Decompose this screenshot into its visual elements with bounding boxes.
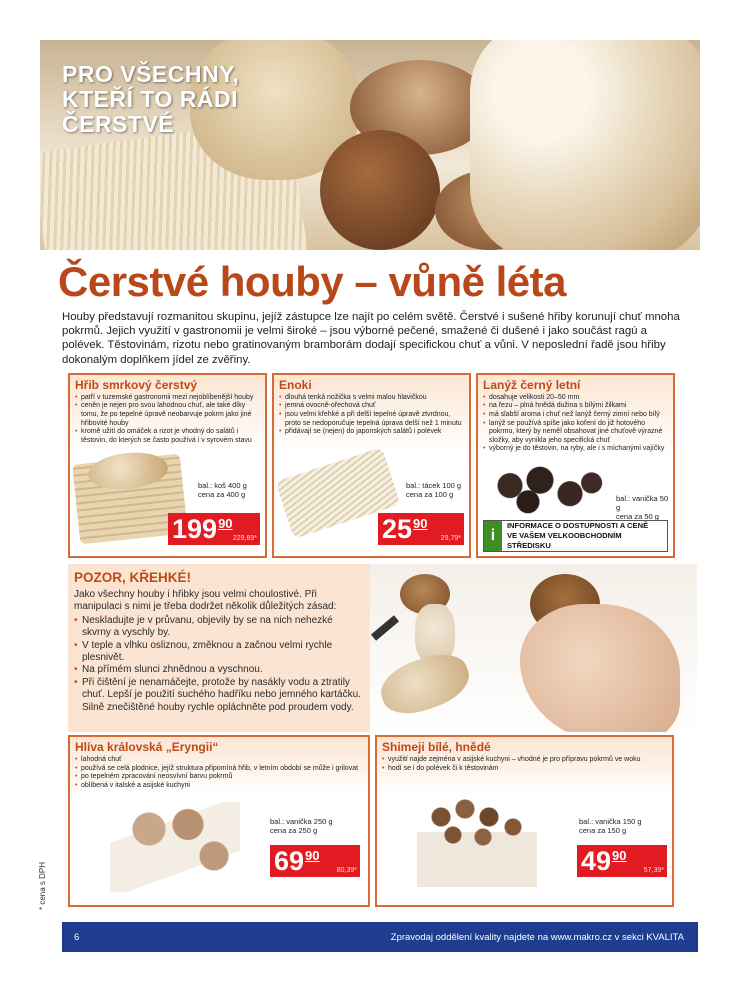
- page-headline: Čerstvé houby – vůně léta: [58, 258, 567, 305]
- price-main: 49: [581, 845, 612, 876]
- warning-title: POZOR, KŘEHKÉ!: [74, 569, 192, 585]
- mushroom-photo: [374, 645, 476, 723]
- pack-size: bal.: koš 400 g: [198, 480, 247, 490]
- warning-lead: Jako všechny houby i hřibky jsou velmi choulostivé. Při manipulaci s nimi je třeba dodržet několik důležitých zásad:: [74, 588, 337, 613]
- pack-info: [616, 494, 673, 521]
- card-body: [478, 456, 673, 556]
- bullet: • lahodná chuť: [75, 756, 363, 765]
- product-card-enoki: [272, 373, 471, 558]
- pack-info: [406, 481, 461, 499]
- pack-price-unit: cena za 250 g: [270, 825, 318, 835]
- bullet: • lanýž se používá spíše jako koření do již hotového pokrmu, který by neměl obsahovat jiné chuťově výrazné složky, aby vynikla jeho specifická chuť: [483, 420, 668, 446]
- product-card-truffle: [476, 373, 675, 558]
- warning-item: • Neskladujte je v průvanu, objevily by se na nich nehezké skvrny a vyschly by.: [74, 615, 364, 640]
- card-body: [70, 797, 368, 901]
- product-card-shimeji: [375, 735, 674, 907]
- pack-size: bal.: tácek 100 g: [406, 480, 462, 490]
- pack-price-unit: cena za 100 g: [406, 489, 454, 499]
- footer-bar: [62, 922, 698, 952]
- product-bullets: [382, 756, 667, 773]
- card-body: [377, 797, 672, 901]
- page-number: 6: [74, 931, 80, 943]
- eryngii-photo: [110, 802, 240, 892]
- product-card-hrib: [68, 373, 267, 558]
- price-main: 199: [172, 513, 218, 544]
- hand-photo: [520, 604, 680, 732]
- bullet: • po tepelném zpracování neosvívní barvu pokrmů: [75, 773, 363, 782]
- bullet: • jemná ovocně-ořechová chuť: [279, 402, 464, 411]
- shimeji-cluster-photo: [470, 40, 700, 250]
- bullet: • přidávají se (nejen) do japonských salátů i polévek: [279, 428, 464, 437]
- info-text: [502, 521, 667, 551]
- porcini-photo: [86, 449, 169, 493]
- bullet: • jsou velmi křehké a při delší tepelné úpravě ztvrdnou, proto se nedoporučuje tepelná úprava delší než 1 minutu: [279, 411, 464, 428]
- info-icon: i: [484, 521, 502, 551]
- product-name: Hřib smrkový čerstvý: [75, 377, 198, 392]
- card-header: [478, 375, 673, 456]
- bullet: • kromě užití do omáček a rizot je vhodný do salátů i těstovin, do kterých se často používá i v syrovém stavu: [75, 428, 260, 445]
- cleaning-mushrooms-photo: [370, 564, 697, 732]
- price-with-vat: 57,39*: [643, 866, 664, 874]
- warning-item: • Při čištění je nenamáčejte, protože by nasákly vodu a ztratily chuť. Lepší je použití suchého hadříku nebo jemného kartáčku. Silně znečištěné houby rychle opláchněte pod proudem vody.: [74, 677, 364, 714]
- product-bullets: [75, 756, 363, 790]
- price-decimal: 90: [413, 515, 428, 531]
- knife-photo: [371, 615, 399, 640]
- warning-list: [74, 615, 364, 714]
- price-with-vat: 229,89*: [232, 534, 257, 542]
- product-bullets: [483, 394, 668, 454]
- price-decimal: 90: [305, 847, 320, 863]
- vat-note: * cena s DPH: [38, 861, 47, 910]
- card-header: [377, 737, 672, 797]
- warning-box: [68, 564, 370, 732]
- page: [40, 40, 700, 907]
- pack-info: [579, 817, 642, 835]
- price-with-vat: 80,39*: [336, 866, 357, 874]
- info-line: INFORMACE O DOSTUPNOSTI A CENĚ: [506, 520, 649, 530]
- warning-section: [68, 564, 697, 732]
- bullet: • má slabší aroma i chuť než lanýž černý zimní nebo bílý: [483, 411, 668, 420]
- product-card-eryngii: [68, 735, 370, 907]
- card-header: [274, 375, 469, 453]
- product-bullets: [75, 394, 260, 446]
- bullet: • na řezu – plná hnědá dužina s bílými žilkami: [483, 402, 668, 411]
- price-tag: [168, 513, 260, 545]
- card-body: [274, 453, 469, 553]
- hero-title: [62, 62, 239, 137]
- pack-size: bal.: vanička 250 g: [270, 816, 333, 826]
- price-tag: [378, 513, 464, 545]
- truffles-photo: [486, 464, 606, 518]
- product-name: Shimeji bílé, hnědé: [382, 739, 491, 754]
- info-line: VE VAŠEM VELKOOBCHODNÍM STŘEDISKU: [506, 530, 622, 550]
- card-body: [70, 453, 265, 553]
- bullet: • hodí se i do polévek či k těstovinám: [382, 765, 667, 774]
- pack-size: bal.: vanička 150 g: [579, 816, 642, 826]
- price-decimal: 90: [612, 847, 627, 863]
- hero-title-line: PRO VŠECHNY,: [62, 61, 240, 87]
- price-tag: [577, 845, 667, 877]
- pack-price-unit: cena za 150 g: [579, 825, 627, 835]
- pack-info: [198, 481, 247, 499]
- price-decimal: 90: [218, 515, 233, 531]
- price-with-vat: 29,79*: [440, 534, 461, 542]
- pack-info: [270, 817, 333, 835]
- price-main: 25: [382, 513, 413, 544]
- warning-item: • V teple a vlhku osliznou, změknou a začnou velmi rychle plesnivět.: [74, 640, 364, 665]
- hero-title-line: KTEŘÍ TO RÁDI: [62, 86, 239, 112]
- bullet: • patří v tuzemské gastronomii mezi nejoblíbenější houby: [75, 394, 260, 403]
- bullet: • používá se celá plodnice, jejíž struktura připomíná hřib, v letním období se může i grilovat: [75, 765, 363, 774]
- brown-mushroom-photo: [320, 130, 440, 250]
- card-header: [70, 375, 265, 453]
- product-name: Lanýž černý letní: [483, 377, 581, 392]
- intro-paragraph: Houby představují rozmanitou skupinu, jejíž zástupce lze najít po celém světě. Čerstvé i sušené hřiby korunují chuť mnoha pokrmů. Jejich využití v gastronomii je velmi široké – jsou výborné pečené, smažené či dušené i jako součást ragú a polévek. Těstovinám, rizotu nebo gratinovaným bramborám dodají specifickou chuť a vůni. V neposlední řadě jsou hřiby dokonalým doplňkem jídel ze zvěřiny.: [62, 311, 680, 366]
- shimeji-photo: [417, 797, 537, 897]
- bullet: • dlouhá tenká nožička s velmi malou hlavičkou: [279, 394, 464, 403]
- hero-banner: [40, 40, 700, 250]
- product-name: Hlíva královská „Eryngii“: [75, 739, 219, 754]
- product-name: Enoki: [279, 377, 312, 392]
- pack-price-unit: cena za 400 g: [198, 489, 246, 499]
- price-main: 69: [274, 845, 305, 876]
- hero-title-line: ČERSTVÉ: [62, 111, 175, 137]
- price-tag: [270, 845, 360, 877]
- card-header: [70, 737, 368, 797]
- products-row: [40, 373, 700, 558]
- bullet: • ceněn je nejen pro svou lahodnou chuť, ale také díky tomu, že po tepelné úpravě neobarvuje pokrm jako jiné hřibovité houby: [75, 402, 260, 428]
- pack-size: bal.: vanička 50 g: [616, 493, 669, 512]
- bullet: • dosahuje velikosti 20–50 mm: [483, 394, 668, 403]
- bullet: • využití najde zejména v asijské kuchyni – vhodné je pro přípravu pokrmů ve woku: [382, 756, 667, 765]
- availability-info-box: [483, 520, 668, 552]
- bullet: • oblíbená v italské a asijské kuchyni: [75, 782, 363, 791]
- footer-link-text[interactable]: Zpravodaj oddělení kvality najdete na www.makro.cz v sekci KVALITA: [390, 931, 684, 943]
- product-bullets: [279, 394, 464, 437]
- products-row-2: [40, 732, 700, 907]
- bullet: • výborný je do těstovin, na ryby, ale i s míchanými vajíčky: [483, 445, 668, 454]
- warning-item: • Na přímém slunci zhnědnou a vyschnou.: [74, 664, 364, 676]
- pack-price-unit: cena za 50 g: [616, 511, 659, 521]
